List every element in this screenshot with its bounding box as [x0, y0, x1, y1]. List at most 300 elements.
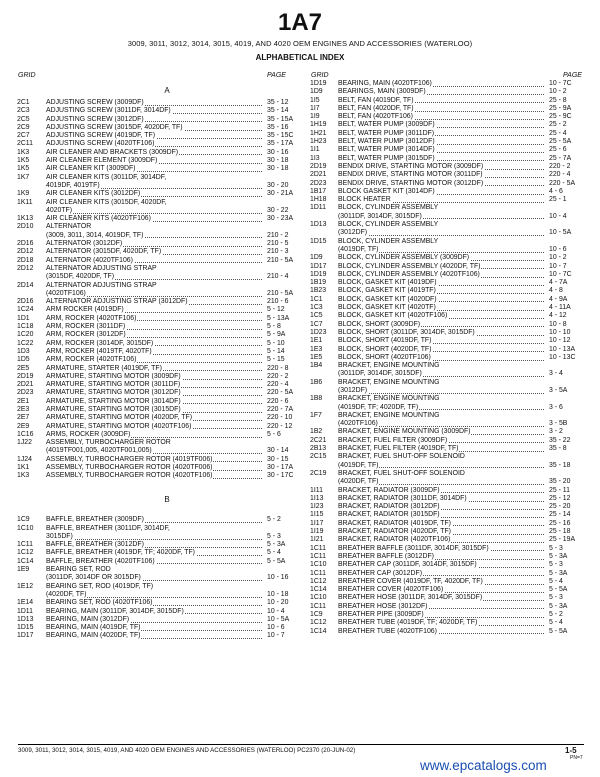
entry-description — [338, 545, 546, 553]
grid-ref: 1B4 — [310, 362, 323, 370]
index-entry — [17, 406, 317, 414]
page-ref: 220 - 12 — [267, 422, 293, 430]
page-ref: 5 - 12 — [267, 306, 285, 314]
entry-description — [338, 619, 546, 627]
grid-ref: 1C11 — [310, 602, 326, 610]
index-entry — [17, 472, 317, 480]
page-title: 1A7 — [277, 9, 323, 36]
entry-description — [338, 97, 546, 105]
entry-description-text: BENDIX DRIVE, STARTING MOTOR (3009DF) — [338, 162, 484, 170]
grid-ref: 1C11 — [310, 552, 326, 560]
entry-description — [338, 346, 546, 354]
entry-description — [46, 472, 264, 480]
entry-description-text: ARM, ROCKER (4020TF106) — [46, 356, 137, 364]
entry-description-text: ARM, ROCKER (3014DF, 3015DF) — [46, 339, 154, 347]
entry-description — [46, 558, 264, 566]
index-entry — [17, 608, 317, 616]
page-ref: 25 - 12 — [549, 494, 571, 502]
page-ref: 210 - 4 — [267, 273, 289, 281]
index-entry — [17, 315, 317, 323]
index-entry — [17, 431, 317, 439]
grid-ref: 1D3 — [17, 347, 30, 355]
index-entry — [17, 574, 317, 582]
index-entry — [310, 453, 595, 461]
entry-description-text: BEARING SET, ROD (4020TF106) — [46, 599, 153, 607]
grid-ref: 1F7 — [310, 411, 322, 419]
page-ref: 5 - 3 — [549, 544, 563, 552]
index-entry — [17, 356, 317, 364]
entry-description — [46, 406, 264, 414]
grid-ref: 1J22 — [17, 439, 32, 447]
page-ref: 5 - 4 — [549, 577, 563, 585]
section-letter: B — [164, 494, 170, 504]
index-entry — [310, 105, 595, 113]
grid-ref: 1I1 — [310, 146, 320, 154]
index-entry — [17, 616, 317, 624]
index-entry — [17, 624, 317, 632]
grid-ref: 1C11 — [17, 541, 33, 549]
entry-description — [338, 287, 546, 295]
index-entry — [17, 215, 317, 223]
entry-description-text: BRACKET, FUEL SHUT-OFF SOLENOID — [338, 453, 465, 461]
page-ref: 10 - 13C — [549, 353, 576, 361]
entry-description-text: BEARING, MAIN (4020DF, TF) — [46, 632, 141, 640]
entry-description-text: BLOCK, CYLINDER ASSEMBLY — [338, 221, 439, 229]
page-ref: 25 - 14 — [549, 511, 571, 519]
leader-dots — [338, 393, 544, 394]
entry-description — [338, 213, 546, 221]
entry-description — [338, 80, 546, 88]
page-ref: 30 - 18 — [267, 157, 289, 165]
entry-description — [46, 215, 264, 223]
entry-description — [46, 632, 264, 640]
index-entry — [17, 257, 317, 265]
page-ref: 30 - 15 — [267, 455, 289, 463]
page-ref: 220 - 7A — [267, 405, 294, 413]
entry-description-text: AIR CLEANER ELEMENT (3009DF) — [46, 157, 158, 165]
grid-ref: 2E7 — [17, 414, 30, 422]
index-entry — [310, 470, 595, 478]
grid-ref: 1C5 — [310, 312, 323, 320]
entry-description — [338, 445, 546, 453]
page-ref: 5 - 5A — [549, 586, 568, 594]
page-ref: 35 - 15C — [267, 132, 294, 140]
entry-description-text: (4019DF, TF) — [338, 245, 379, 253]
entry-description — [46, 414, 264, 422]
entry-description — [46, 456, 264, 464]
entry-description — [338, 105, 546, 113]
entry-description — [338, 180, 546, 188]
grid-ref: 1D19 — [310, 80, 327, 87]
entry-description-text: (3011DF, 3014DF, 3015DF) — [338, 370, 422, 378]
index-entry — [17, 632, 317, 640]
page-ref: 3 - 2 — [549, 428, 563, 436]
grid-ref: 1C9 — [17, 516, 30, 524]
entry-description-text: BRACKET, FUEL SHUT-OFF SOLENOID — [338, 469, 465, 477]
entry-description — [46, 533, 264, 541]
entry-description-text: BLOCK, SHORT (3009DF) — [338, 320, 421, 328]
grid-ref: 1E5 — [310, 353, 323, 361]
entry-description-text: BREATHER BAFFLE (3011DF, 3014DF, 3015DF) — [338, 544, 489, 552]
index-entry — [310, 113, 595, 121]
grid-ref: 1I7 — [310, 104, 320, 112]
entry-description — [46, 356, 264, 364]
entry-description-text: BLOCK, GASKET KIT (4020TF106) — [338, 312, 448, 320]
entry-description-text: ADJUSTING SCREW (3009DF) — [46, 99, 144, 106]
index-entry — [310, 619, 595, 627]
page-ref: 10 - 13A — [549, 345, 576, 353]
entry-description — [46, 541, 264, 549]
index-entry — [310, 229, 595, 237]
entry-description — [338, 487, 546, 495]
page-ref: 5 - 10 — [267, 339, 285, 347]
page-ref: 5 - 4 — [267, 549, 281, 557]
entry-description-text: BREATHER CAP (3011DF, 3014DF, 3015DF) — [338, 561, 477, 569]
entry-description-text: BREATHER HOSE (3012DF) — [338, 602, 428, 610]
entry-description-text: BREATHER COVER (4020TF106) — [338, 586, 444, 594]
entry-description — [46, 516, 264, 524]
entry-description — [46, 315, 264, 323]
page-ref: 30 - 14 — [267, 447, 289, 455]
entry-description-text: ARMATURE, STARTING MOTOR (3014DF) — [46, 397, 181, 405]
page-ref: 5 - 3A — [549, 552, 568, 560]
grid-ref: 1C11 — [310, 569, 326, 577]
spacer — [17, 481, 317, 489]
entry-description — [338, 121, 546, 129]
entry-description-text: (4019DF, TF; 4020DF, TF) — [338, 403, 419, 411]
entry-description — [338, 138, 546, 146]
entry-description — [46, 323, 264, 331]
entry-description — [46, 232, 264, 240]
index-entry — [310, 296, 595, 304]
grid-ref: 1D15 — [310, 237, 327, 245]
page-ref: 10 - 8 — [549, 320, 567, 328]
entry-description-text: ARMATURE, STARTING MOTOR (4020TF106) — [46, 422, 192, 430]
page-ref: 3 - 4 — [549, 370, 563, 378]
page-ref: 220 - 4 — [267, 381, 289, 389]
entry-description — [338, 536, 546, 544]
index-entry — [310, 412, 595, 420]
grid-ref: 1D9 — [310, 88, 323, 96]
index-entry — [310, 387, 595, 395]
entry-description — [46, 223, 264, 231]
grid-ref: 1B6 — [310, 378, 323, 386]
page-ref: 10 - 7 — [549, 262, 567, 270]
entry-description-text: (4019DF, TF) — [338, 461, 379, 469]
entry-description-text: ALTERNATOR (3012DF) — [46, 240, 123, 248]
page-ref: 25 - 7A — [549, 154, 572, 162]
entry-description — [46, 174, 264, 182]
index-entry — [17, 541, 317, 549]
grid-ref: 1I23 — [310, 503, 324, 511]
entry-description-text: BRACKET, RADIATOR (3015DF) — [338, 511, 440, 519]
grid-ref: 2C19 — [310, 469, 327, 477]
entry-description — [338, 329, 546, 337]
index-entry — [310, 80, 595, 88]
entry-description — [338, 437, 546, 445]
grid-ref: 1H19 — [310, 121, 327, 129]
index-entry — [17, 282, 317, 290]
entry-description — [338, 130, 546, 138]
entry-description-text: ADJUSTING SCREW (3015DF, 4020DF, TF) — [46, 123, 183, 131]
entry-description — [46, 599, 264, 607]
entry-description-text: BREATHER BAFFLE (3012DF) — [338, 552, 434, 560]
index-entry — [310, 520, 595, 528]
grid-ref: 1D9 — [310, 254, 323, 262]
grid-ref: 1D13 — [17, 615, 34, 623]
grid-ref: 1E14 — [17, 599, 34, 607]
index-entry — [17, 423, 317, 431]
entry-description — [46, 525, 264, 533]
index-entry — [310, 594, 595, 602]
grid-ref: 1B19 — [310, 279, 327, 287]
entry-description-text: BLOCK, SHORT (4019DF, TF) — [338, 337, 432, 345]
page-ref: 35 - 12 — [267, 99, 289, 106]
entry-description — [338, 570, 546, 578]
entry-description — [338, 428, 546, 436]
grid-ref: 1K11 — [17, 198, 33, 206]
page-ref: 10 - 6 — [549, 245, 567, 253]
index-entry — [310, 570, 595, 578]
page-ref: 10 - 2 — [549, 88, 567, 96]
entry-description — [338, 578, 546, 586]
entry-description — [46, 282, 264, 290]
entry-description-text: BELT, FAN (4019DF, TF) — [338, 96, 414, 104]
entry-description-text: BELT, WATER PUMP (3015DF) — [338, 154, 435, 162]
entry-description-text: BELT, WATER PUMP (3011DF) — [338, 129, 435, 137]
index-entry — [310, 603, 595, 611]
entry-description — [338, 188, 546, 196]
entry-description — [46, 464, 264, 472]
index-entry — [310, 221, 595, 229]
entry-description-text: ARMATURE, STARTING MOTOR (4020DF, TF) — [46, 414, 192, 422]
watermark-link[interactable]: www.epcatalogs.com — [420, 758, 547, 773]
entry-description — [46, 591, 264, 599]
entry-description-text: BLOCK, CYLINDER ASSEMBLY (4020TF106) — [338, 270, 480, 278]
page-ref: 30 - 20 — [267, 181, 289, 189]
index-entry — [17, 207, 317, 215]
index-entry — [310, 578, 595, 586]
entry-description-text: BAFFLE, BREATHER (3011DF, 3014DF, — [46, 524, 170, 532]
entry-description-text: BLOCK, SHORT (4020TF106) — [338, 353, 431, 361]
entry-description — [338, 238, 546, 246]
grid-ref: 1H21 — [310, 129, 327, 137]
page-ref: 30 - 23A — [267, 215, 294, 223]
entry-description — [338, 553, 546, 561]
index-entry — [17, 591, 317, 599]
grid-ref: 2D19 — [17, 372, 34, 380]
page-ref: 5 - 3A — [549, 569, 568, 577]
entry-description — [338, 495, 546, 503]
entry-description-text: BLOCK, GASKET KIT (4019TF) — [338, 287, 436, 295]
entry-description-text: BRACKET, ENGINE MOUNTING — [338, 362, 440, 370]
index-entry — [310, 130, 595, 138]
entry-description-text: ARM, ROCKER (4020TF106) — [46, 314, 137, 322]
entry-description-text: ARMS, ROCKER (3009DF) — [46, 430, 131, 438]
right-page-header: PAGE — [563, 72, 582, 79]
index-entry — [17, 265, 317, 273]
grid-ref: 1C12 — [310, 619, 327, 627]
entry-description-text: ARM, ROCKER (4019TF, 4020TF) — [46, 347, 152, 355]
grid-ref: 1C1 — [310, 295, 323, 303]
entry-description-text: BREATHER TUBE (4020TF106) — [338, 627, 437, 635]
entry-description-text: BEARING SET, ROD — [46, 566, 111, 574]
grid-ref: 1D5 — [17, 356, 30, 364]
grid-ref: 2C3 — [17, 107, 30, 115]
grid-ref: 2C7 — [17, 132, 30, 140]
page-ref: 5 - 3A — [267, 541, 286, 549]
grid-ref: 1D11 — [310, 204, 326, 212]
index-entry — [17, 273, 317, 281]
entry-description-text: BELT, FAN (4020DF, TF) — [338, 104, 414, 112]
entry-description — [338, 628, 546, 636]
page-ref: 5 - 15 — [267, 356, 285, 364]
entry-description — [338, 196, 546, 204]
page-ref: 4 - 11A — [549, 304, 571, 312]
entry-description — [46, 365, 264, 373]
entry-description — [338, 395, 546, 403]
page-ref: 4 - 12 — [549, 312, 567, 320]
footer-page-number: 1-5 — [565, 746, 577, 755]
page-ref: 5 - 4 — [549, 619, 563, 627]
grid-ref: 1B23 — [310, 287, 327, 295]
entry-description — [338, 229, 546, 237]
entry-description-text: ASSEMBLY, TURBOCHARGER ROTOR (4020TF006) — [46, 464, 213, 472]
page-subtitle: 3009, 3011, 3012, 3014, 3015, 4019, AND 4020 OEM ENGINES AND ACCESSORIES (WATERLOO) — [127, 39, 473, 48]
entry-description — [46, 423, 264, 431]
index-entry — [310, 213, 595, 221]
index-entry — [310, 503, 595, 511]
index-entry — [310, 586, 595, 594]
index-entry — [310, 404, 595, 412]
page-ref: 25 - 8 — [549, 96, 567, 104]
index-entry — [310, 321, 595, 329]
index-entry — [17, 298, 317, 306]
entry-description-text: ALTERNATOR (3015DF, 4020DF, TF) — [46, 248, 162, 256]
grid-ref: 2D10 — [17, 223, 34, 231]
index-entry — [17, 149, 317, 157]
spacer — [17, 508, 317, 516]
index-entry — [17, 182, 317, 190]
entry-description — [46, 149, 264, 157]
entry-description — [46, 132, 264, 140]
index-entry — [17, 248, 317, 256]
entry-description-text: BELT, WATER PUMP (3009DF) — [338, 121, 435, 129]
page-ref: 10 - 6 — [267, 624, 285, 632]
index-entry — [17, 389, 317, 397]
page-ref: 25 - 9A — [549, 104, 572, 112]
index-entry — [310, 304, 595, 312]
grid-ref: 2D12 — [17, 264, 34, 272]
grid-ref: 1C18 — [17, 323, 34, 331]
entry-description — [46, 306, 264, 314]
grid-ref: 1K1 — [17, 464, 30, 472]
leader-dots — [338, 235, 544, 236]
entry-description — [46, 608, 264, 616]
page-ref: 210 - 5A — [267, 289, 294, 297]
grid-ref: 1D17 — [17, 632, 34, 640]
entry-description-text: BENDIX DRIVE, STARTING MOTOR (3012DF) — [338, 179, 484, 187]
entry-description — [338, 146, 546, 154]
index-entry — [310, 428, 595, 436]
entry-description-text: BAFFLE, BREATHER (3009DF) — [46, 516, 144, 524]
entry-description-text: ALTERNATOR (4020TF106) — [46, 256, 133, 264]
page-ref: 25 - 5A — [549, 138, 572, 146]
index-entry — [310, 180, 595, 188]
entry-description-text: BRACKET, ENGINE MOUNTING — [338, 378, 440, 386]
grid-ref: 1I5 — [310, 96, 320, 104]
entry-description — [46, 549, 264, 557]
entry-description — [338, 362, 546, 370]
grid-ref: 2D19 — [310, 162, 327, 170]
entry-description-text: (3012DF) — [338, 229, 368, 237]
index-entry — [17, 599, 317, 607]
entry-description — [338, 412, 546, 420]
index-entry — [310, 354, 595, 362]
right-grid-header: GRID — [311, 72, 329, 79]
entry-description-text: BRACKET, FUEL FILTER (4019DF, TF) — [338, 445, 459, 453]
grid-ref: 1C24 — [17, 306, 34, 314]
entry-description — [338, 321, 546, 329]
entry-description — [46, 574, 264, 582]
page-ref: 10 - 5A — [549, 229, 572, 237]
grid-ref: 1I15 — [310, 511, 324, 519]
index-entry — [310, 528, 595, 536]
index-entry — [17, 99, 317, 107]
grid-ref: 2D16 — [17, 240, 34, 248]
entry-description — [338, 113, 546, 121]
entry-description-text: AIR CLEANER KITS (3012DF) — [46, 190, 141, 198]
index-entry — [310, 545, 595, 553]
grid-ref: 2C15 — [310, 453, 327, 461]
entry-description-text: BLOCK, CYLINDER ASSEMBLY — [338, 204, 439, 212]
page-ref: 220 - 10 — [267, 414, 293, 422]
page-ref: 25 - 9C — [549, 113, 572, 121]
page-ref: 5 - 3 — [549, 594, 563, 602]
entry-description — [338, 561, 546, 569]
page-ref: 10 - 2 — [549, 254, 567, 262]
entry-description-text: BEARING, MAIN (4019DF, TF) — [46, 624, 141, 632]
page-ref: 10 - 20 — [267, 599, 289, 607]
entry-description-text: BAFFLE, BREATHER (4019DF, TF; 4020DF, TF) — [46, 549, 195, 557]
entry-description-text: (4020DF, TF) — [338, 478, 379, 486]
page-ref: 35 - 18 — [549, 461, 571, 469]
grid-ref: 2E1 — [17, 397, 30, 405]
grid-ref: 2D12 — [17, 248, 34, 256]
entry-description-text: (3012DF) — [338, 386, 368, 394]
entry-description — [46, 248, 264, 256]
entry-description — [46, 290, 264, 298]
entry-description — [338, 337, 546, 345]
page-ref: 35 - 17A — [267, 140, 294, 148]
entry-description-text: 4020TF) — [46, 206, 73, 214]
index-entry — [310, 337, 595, 345]
entry-description — [338, 171, 546, 179]
page-ref: 25 - 2 — [549, 121, 567, 129]
entry-description-text: BREATHER HOSE (3011DF, 3014DF, 3015DF) — [338, 594, 483, 602]
grid-ref: 1K5 — [17, 157, 30, 165]
footer-divider — [18, 744, 584, 745]
grid-ref: 1H23 — [310, 138, 327, 146]
entry-description — [46, 240, 264, 248]
entry-description-text: BREATHER COVER (4019DF, TF, 4020DF, TF) — [338, 577, 483, 585]
index-entry — [310, 188, 595, 196]
section-letter: A — [164, 86, 170, 95]
entry-description-text: 4019DF, 4019TF) — [46, 181, 100, 189]
page-ref: 35 - 22 — [549, 436, 571, 444]
index-entry — [310, 395, 595, 403]
index-entry — [310, 379, 595, 387]
